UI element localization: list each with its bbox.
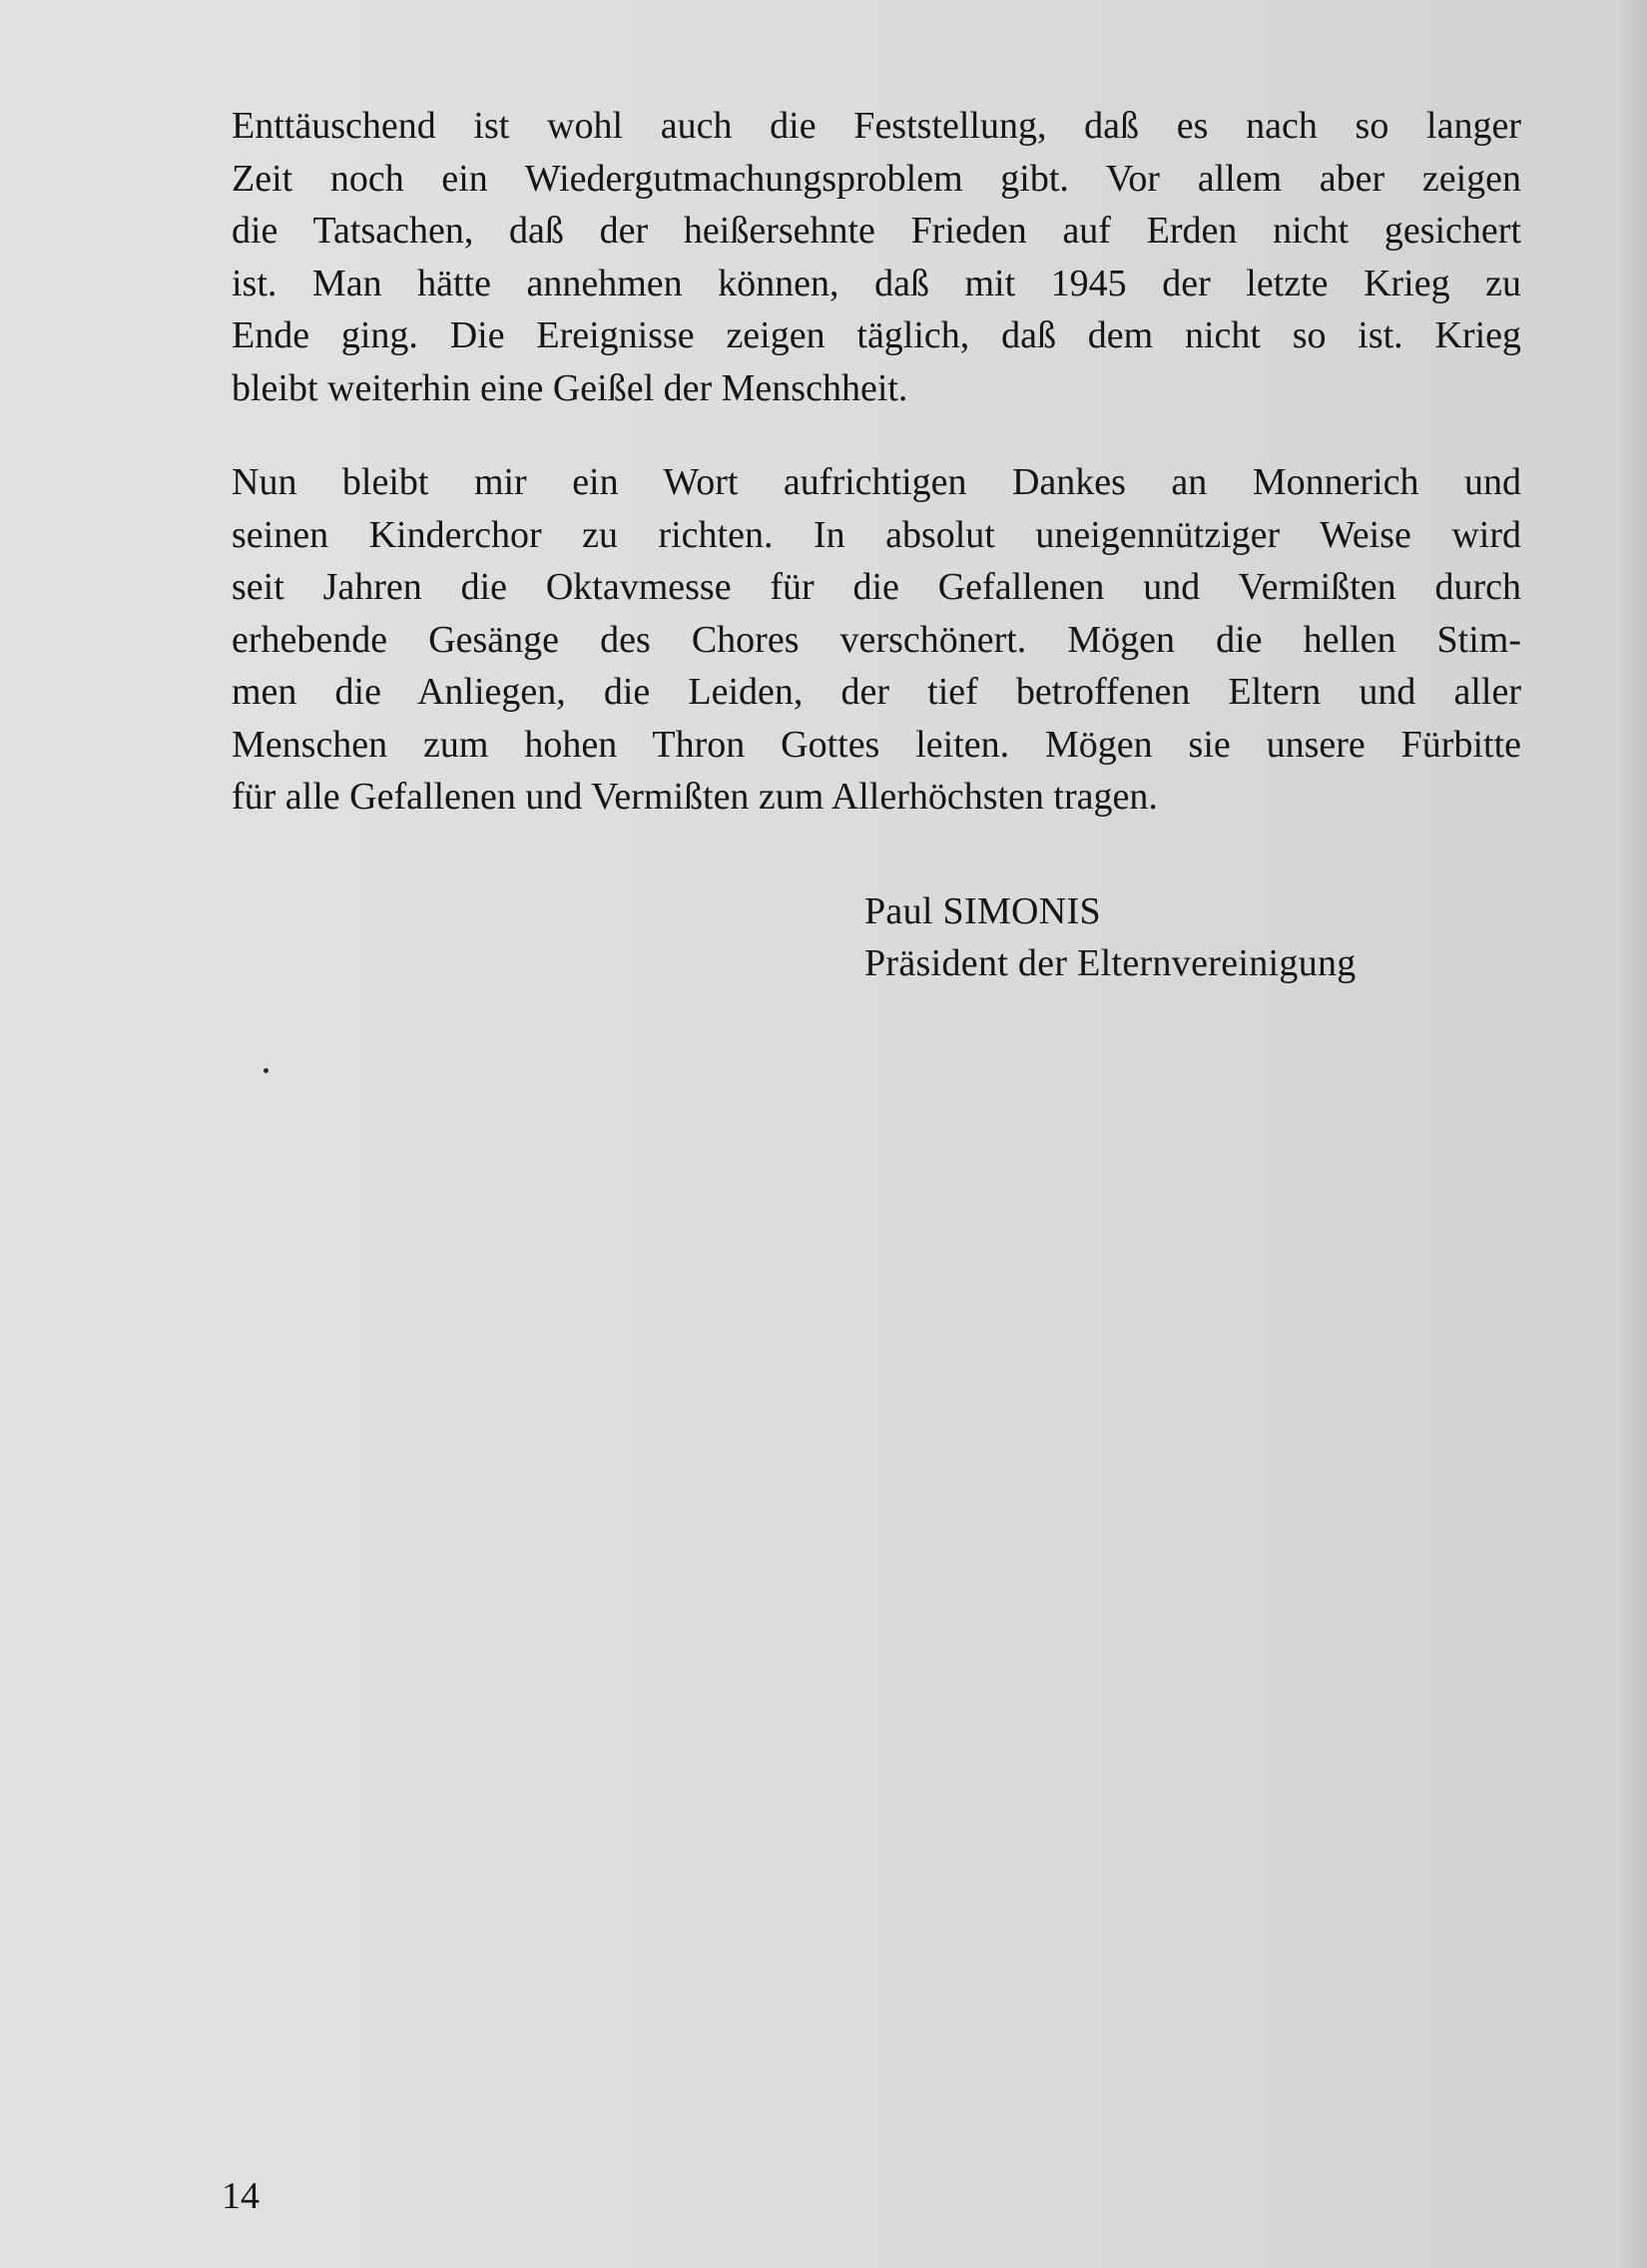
text-line: Menschen zum hohen Thron Gottes leiten. Mögen sie unsere Fürbitte xyxy=(232,723,1521,766)
paragraph-2 xyxy=(232,456,1521,824)
body-text xyxy=(232,100,1521,865)
text-line: Zeit noch ein Wiedergutmachungsproblem gibt. Vor allem aber zeigen xyxy=(232,157,1521,200)
signature-title: Präsident der Elternvereinigung xyxy=(864,942,1357,984)
signature-name: Paul SIMONIS xyxy=(864,890,1101,932)
text-line: bleibt weiterhin eine Geißel der Menschheit. xyxy=(232,366,908,409)
text-line: für alle Gefallenen und Vermißten zum Allerhöchsten tragen. xyxy=(232,776,1158,818)
text-line: men die Anliegen, die Leiden, der tief betroffenen Eltern und aller xyxy=(232,671,1521,713)
text-line: seinen Kinderchor zu richten. In absolut uneigennütziger Weise wird xyxy=(232,513,1521,556)
text-line: die Tatsachen, daß der heißersehnte Frieden auf Erden nicht gesichert xyxy=(232,210,1521,252)
text-line: Nun bleibt mir ein Wort aufrichtigen Dankes an Monnerich und xyxy=(232,461,1521,503)
text-line: ist. Man hätte annehmen können, daß mit 1945 der letzte Krieg zu xyxy=(232,262,1521,304)
page-number: 14 xyxy=(222,2175,260,2217)
text-line: Enttäuschend ist wohl auch die Feststellung, daß es nach so langer xyxy=(232,105,1521,147)
signature-block xyxy=(864,885,1523,989)
text-line: Ende ging. Die Ereignisse zeigen täglich, daß dem nicht so ist. Krieg xyxy=(232,314,1521,356)
paragraph-1 xyxy=(232,100,1521,414)
text-line: erhebende Gesänge des Chores verschönert. Mögen die hellen Stim- xyxy=(232,618,1521,661)
text-line: seit Jahren die Oktavmesse für die Gefallenen und Vermißten durch xyxy=(232,566,1521,608)
ink-speck xyxy=(264,1068,269,1073)
